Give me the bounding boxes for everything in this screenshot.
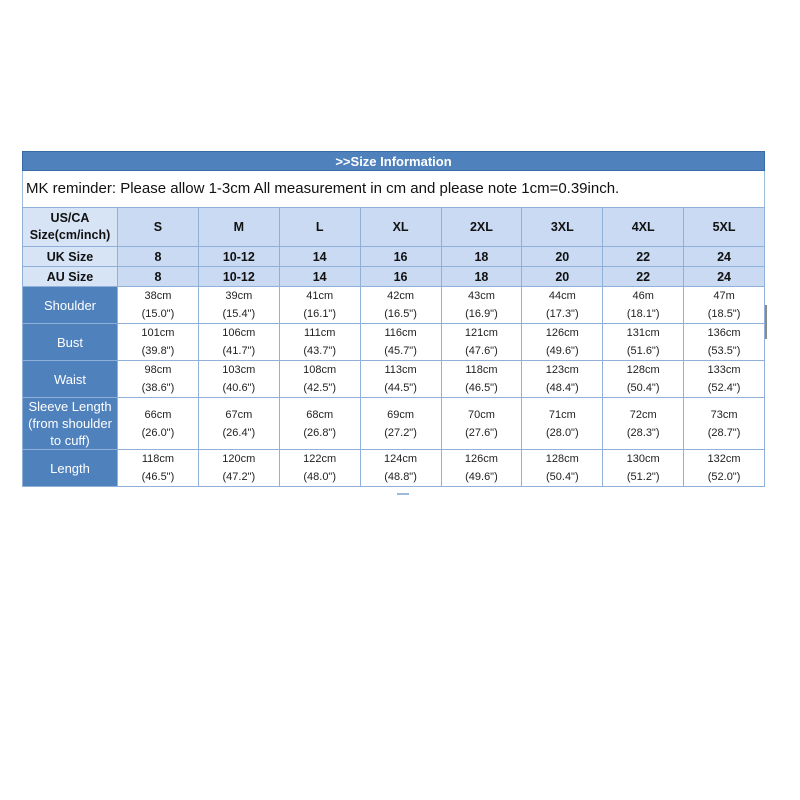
measurement-inch-value: (52.0") [707, 471, 741, 483]
uk-size-label: UK Size [23, 247, 118, 267]
measurement-row-length [23, 450, 765, 487]
measurement-inch-value: (46.5") [141, 471, 175, 483]
measurement-cell [603, 287, 684, 324]
measurement-label-line: Shoulder [43, 297, 97, 313]
us-size-label-line2: Size(cm/inch) [29, 228, 111, 242]
measurement-inch-value: (18.1") [626, 308, 660, 320]
measurement-cell [360, 361, 441, 398]
measurement-cell [279, 361, 360, 398]
measurement-cm-value: 70cm [467, 408, 495, 421]
size-header-l: L [279, 208, 360, 247]
measurement-inch-value: (39.8") [141, 345, 175, 357]
measurement-inch-value: (44.5") [384, 382, 417, 394]
measurement-cell [279, 450, 360, 487]
measurement-cell [522, 398, 603, 450]
measurement-inch-value: (27.2") [384, 426, 417, 439]
measurement-cm-value: 39cm [225, 290, 253, 302]
measurement-cm-value: 73cm [710, 408, 738, 421]
measurement-cell [198, 398, 279, 450]
uk-size-cell: 18 [441, 247, 522, 267]
measurement-inch-value: (42.5") [303, 382, 336, 394]
measurement-label-line: Waist [53, 371, 87, 387]
measurement-cm-value: 68cm [306, 408, 334, 421]
measurement-cm-value: 123cm [545, 364, 579, 376]
uk-size-row [23, 247, 765, 267]
measurement-cell [603, 324, 684, 361]
measurement-cm-value: 41cm [306, 290, 334, 302]
measurement-cm-value: 72cm [629, 408, 657, 421]
measurement-inch-value: (26.4") [222, 426, 256, 439]
us-size-label [23, 208, 118, 247]
measurement-cm-value: 136cm [707, 327, 741, 339]
measurement-inch-value: (49.6") [465, 471, 498, 483]
measurement-cell [360, 324, 441, 361]
measurement-label-line: Length [50, 460, 90, 476]
measurement-row-shoulder [23, 287, 765, 324]
size-header-5xl: 5XL [684, 208, 765, 247]
measurement-inch-value: (53.5") [707, 345, 741, 357]
measurement-cell [684, 450, 765, 487]
au-size-cell: 10-12 [198, 267, 279, 287]
measurement-cell [441, 361, 522, 398]
measurement-cm-value: 106cm [222, 327, 256, 339]
measurement-cm-value: 98cm [144, 364, 172, 376]
measurement-inch-value: (49.6") [545, 345, 579, 357]
measurement-label [23, 450, 118, 487]
measurement-cm-value: 108cm [303, 364, 337, 376]
measurement-inch-value: (15.0") [141, 308, 175, 320]
measurement-cell [279, 398, 360, 450]
measurement-cell [279, 287, 360, 324]
measurement-cm-value: 43cm [467, 290, 495, 302]
measurement-cell [522, 450, 603, 487]
measurement-label-line: Bust [56, 334, 83, 350]
measurement-inch-value: (46.5") [465, 382, 498, 394]
measurement-cm-value: 101cm [141, 327, 175, 339]
measurement-label-line: to cuff) [50, 433, 90, 448]
size-chart-title: >>Size Information [22, 151, 765, 171]
measurement-cm-value: 124cm [384, 453, 418, 465]
au-size-cell: 20 [522, 267, 603, 287]
measurement-cm-value: 126cm [464, 453, 498, 465]
measurement-cm-value: 66cm [144, 408, 172, 421]
au-size-cell: 22 [603, 267, 684, 287]
uk-size-cell: 16 [360, 247, 441, 267]
measurement-inch-value: (16.9") [465, 308, 498, 320]
measurement-label [23, 361, 118, 398]
au-size-cell: 24 [684, 267, 765, 287]
measurement-inch-value: (48.4") [545, 382, 579, 394]
measurement-inch-value: (38.6") [141, 382, 175, 394]
measurement-cell [684, 361, 765, 398]
measurement-cell [118, 287, 199, 324]
measurement-inch-value: (18.5") [707, 308, 741, 320]
measurement-inch-value: (26.8") [303, 426, 336, 439]
measurement-cm-value: 118cm [465, 364, 498, 376]
uk-size-cell: 20 [522, 247, 603, 267]
measurement-inch-value: (15.4") [222, 308, 256, 320]
size-header-xl: XL [360, 208, 441, 247]
measurement-cell [441, 398, 522, 450]
measurement-label [23, 287, 118, 324]
measurement-cm-value: 44cm [548, 290, 576, 302]
measurement-inch-value: (47.2") [222, 471, 256, 483]
au-size-cell: 18 [441, 267, 522, 287]
size-table [22, 207, 765, 487]
measurement-row-bust [23, 324, 765, 361]
measurement-cell [279, 324, 360, 361]
measurement-cm-value: 122cm [303, 453, 337, 465]
measurement-cm-value: 121cm [464, 327, 498, 339]
measurement-inch-value: (16.5") [384, 308, 417, 320]
measurement-inch-value: (28.3") [626, 426, 660, 439]
measurement-inch-value: (51.2") [626, 471, 660, 483]
measurement-inch-value: (51.6") [626, 345, 660, 357]
measurement-label-line: (from shoulder [28, 416, 112, 431]
uk-size-cell: 14 [279, 247, 360, 267]
measurement-cell [118, 324, 199, 361]
au-size-row [23, 267, 765, 287]
uk-size-cell: 8 [118, 247, 199, 267]
measurement-cm-value: 132cm [707, 453, 741, 465]
au-size-label: AU Size [23, 267, 118, 287]
measurement-cm-value: 42cm [387, 290, 415, 302]
measurement-cell [360, 398, 441, 450]
measurement-cm-value: 113cm [384, 364, 417, 376]
measurement-cell [198, 287, 279, 324]
size-header-3xl: 3XL [522, 208, 603, 247]
measurement-inch-value: (16.1") [303, 308, 336, 320]
measurement-cm-value: 111cm [303, 327, 336, 339]
measurement-cell [360, 450, 441, 487]
measurement-inch-value: (52.4") [707, 382, 741, 394]
measurement-cell [441, 450, 522, 487]
measurement-cell [603, 450, 684, 487]
measurement-cm-value: 116cm [384, 327, 417, 339]
size-header-2xl: 2XL [441, 208, 522, 247]
measurement-cell [684, 398, 765, 450]
measurement-cm-value: 130cm [626, 453, 660, 465]
au-size-cell: 16 [360, 267, 441, 287]
measurement-cell [118, 361, 199, 398]
uk-size-cell: 24 [684, 247, 765, 267]
measurement-cm-value: 47m [713, 290, 735, 302]
size-header-m: M [198, 208, 279, 247]
measurement-cell [198, 361, 279, 398]
uk-size-cell: 10-12 [198, 247, 279, 267]
measurement-inch-value: (43.7") [303, 345, 336, 357]
measurement-cm-value: 126cm [545, 327, 579, 339]
us-size-label-line1: US/CA [50, 211, 90, 225]
measurement-inch-value: (28.7") [707, 426, 741, 439]
measurement-inch-value: (26.0") [141, 426, 175, 439]
measurement-row-waist [23, 361, 765, 398]
measurement-cell [198, 450, 279, 487]
measurement-inch-value: (50.4") [626, 382, 660, 394]
measurement-cm-value: 69cm [387, 408, 415, 421]
measurement-inch-value: (17.3") [545, 308, 579, 320]
uk-size-cell: 22 [603, 247, 684, 267]
measurement-cell [360, 287, 441, 324]
measurement-cell [603, 361, 684, 398]
measurement-inch-value: (50.4") [545, 471, 579, 483]
measurement-cell [198, 324, 279, 361]
size-header-4xl: 4XL [603, 208, 684, 247]
measurement-inch-value: (48.0") [303, 471, 336, 483]
measurement-cm-value: 118cm [141, 453, 175, 465]
measurement-cell [118, 450, 199, 487]
scan-edge-mark-bottom [397, 493, 409, 495]
measurement-inch-value: (47.6") [465, 345, 498, 357]
measurement-cell [684, 287, 765, 324]
measurement-cm-value: 38cm [144, 290, 172, 302]
measurement-cell [522, 324, 603, 361]
au-size-cell: 14 [279, 267, 360, 287]
measurement-cm-value: 103cm [222, 364, 256, 376]
scan-edge-mark [765, 305, 767, 339]
measurement-cell [441, 324, 522, 361]
measurement-cell [118, 398, 199, 450]
measurement-cm-value: 71cm [548, 408, 576, 421]
measurement-cm-value: 128cm [545, 453, 579, 465]
measurement-cm-value: 46m [632, 290, 654, 302]
measurement-cell [522, 361, 603, 398]
measurement-inch-value: (45.7") [384, 345, 417, 357]
measurement-cm-value: 67cm [225, 408, 253, 421]
measurement-cm-value: 128cm [626, 364, 660, 376]
measurement-row-sleeve-length [23, 398, 765, 450]
us-size-row [23, 208, 765, 247]
measurement-inch-value: (40.6") [222, 382, 256, 394]
measurement-cm-value: 133cm [707, 364, 741, 376]
measurement-inch-value: (28.0") [545, 426, 579, 439]
measurement-label [23, 398, 118, 450]
measurement-cm-value: 120cm [222, 453, 256, 465]
size-chart [22, 151, 765, 487]
size-header-s: S [118, 208, 199, 247]
size-reminder-text: MK reminder: Please allow 1-3cm All measurement in cm and please note 1cm=0.39inch. [22, 171, 765, 207]
measurement-label [23, 324, 118, 361]
measurement-cell [441, 287, 522, 324]
measurement-cm-value: 131cm [626, 327, 660, 339]
measurement-cell [684, 324, 765, 361]
measurement-inch-value: (48.8") [384, 471, 417, 483]
measurement-cell [603, 398, 684, 450]
au-size-cell: 8 [118, 267, 199, 287]
measurement-cell [522, 287, 603, 324]
measurement-inch-value: (27.6") [465, 426, 498, 439]
measurement-inch-value: (41.7") [222, 345, 256, 357]
measurement-label-line: Sleeve Length [28, 399, 112, 414]
